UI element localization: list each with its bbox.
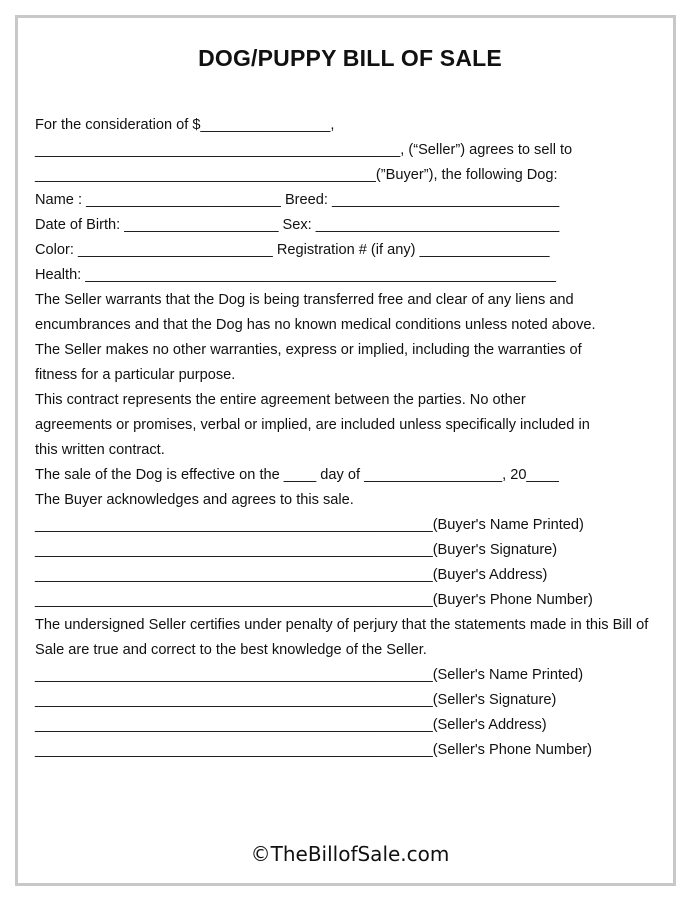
seller-certification-line-2: Sale are true and correct to the best knowledge of the Seller. — [35, 642, 427, 658]
dob-sex-line: Date of Birth: ___________________ Sex: ______________________________ — [35, 217, 560, 233]
effective-date-line: The sale of the Dog is effective on the ____ day of _________________, 20____ — [35, 467, 559, 483]
buyer-name-printed-line: _________________________________________________(Buyer's Name Printed) — [35, 517, 584, 533]
buyer-acknowledgement: The Buyer acknowledges and agrees to this sale. — [35, 492, 354, 508]
agreement-line-3: this written contract. — [35, 442, 165, 458]
buyer-phone-line: _________________________________________________(Buyer's Phone Number) — [35, 592, 593, 608]
seller-line: _____________________________________________, (“Seller”) agrees to sell to — [35, 142, 573, 158]
seller-signature-line: _________________________________________________(Seller's Signature) — [35, 692, 557, 708]
warranty-line-4: fitness for a particular purpose. — [35, 367, 236, 383]
color-registration-line: Color: ________________________ Registration # (if any) ________________ — [35, 242, 550, 258]
health-line: Health: __________________________________________________________ — [35, 267, 557, 283]
document-body — [35, 113, 675, 763]
agreement-line-2: agreements or promises, verbal or implied, are included unless specifically included in — [35, 417, 590, 433]
footer-copyright[interactable]: ©TheBillofSale.com — [250, 842, 450, 866]
buyer-address-line: _________________________________________________(Buyer's Address) — [35, 567, 548, 583]
document-title: DOG/PUPPY BILL OF SALE — [198, 45, 502, 71]
warranty-line-1: The Seller warrants that the Dog is being transferred free and clear of any liens and — [35, 292, 574, 308]
name-breed-line: Name : ________________________ Breed: ____________________________ — [35, 192, 560, 208]
warranty-line-3: The Seller makes no other warranties, express or implied, including the warranties of — [35, 342, 582, 358]
seller-certification-line-1: The undersigned Seller certifies under penalty of perjury that the statements made in this Bill of — [35, 617, 649, 633]
seller-name-printed-line: _________________________________________________(Seller's Name Printed) — [35, 667, 584, 683]
seller-address-line: _________________________________________________(Seller's Address) — [35, 717, 547, 733]
agreement-line-1: This contract represents the entire agreement between the parties. No other — [35, 392, 526, 408]
seller-phone-line: _________________________________________________(Seller's Phone Number) — [35, 742, 593, 758]
consideration-line: For the consideration of $________________, — [35, 117, 335, 133]
buyer-signature-line: _________________________________________________(Buyer's Signature) — [35, 542, 558, 558]
warranty-line-2: encumbrances and that the Dog has no known medical conditions unless noted above. — [35, 317, 596, 333]
buyer-line: __________________________________________(”Buyer”), the following Dog: — [35, 167, 558, 183]
